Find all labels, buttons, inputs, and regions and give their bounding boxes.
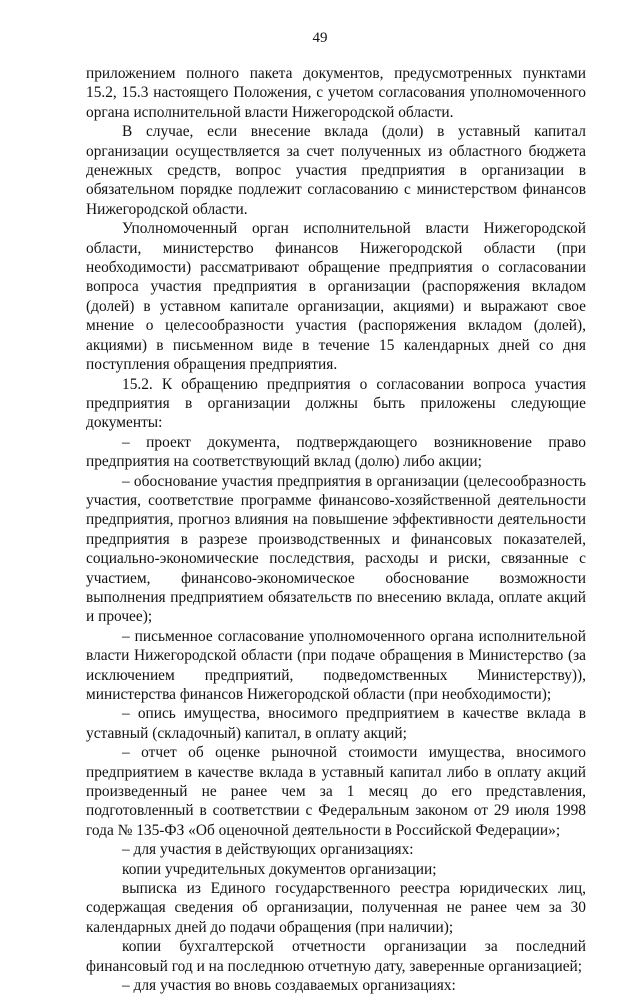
list-item-property-inventory: – опись имущества, вносимого предприятием в качестве вклада в уставный (складочный) капитал, в оплату акций;: [86, 705, 586, 742]
list-heading-existing-orgs: – для участия в действующих организациях:: [122, 841, 414, 859]
list-item-founding-docs: копии учредительных документов организации;: [122, 860, 437, 878]
list-item-justification: – обоснование участия предприятия в организации (целесообразность участия, соответствие программе финансово-хозяйственной деятельности предприятия, прогноз влияния на повышение эффективности деятельности предприятия в разрезе производственных и финансовых показателей, социально-экономические последствия, расходы и риски, связанные с участием, финансово-экономическое обоснование возможности выполнения предприятием обязательств по внесению вклада, оплате акций и прочее);: [86, 472, 586, 626]
paragraph-15-2: 15.2. К обращению предприятия о согласовании вопроса участия предприятия в организации должны быть приложены следующие документы:: [86, 375, 586, 432]
list-item-written-approval: – письменное согласование уполномоченного органа исполнительной власти Нижегородской области (при подаче обращения в Министерство (за исключением предприятий, подведомственных Министерству)), министерства финансов Нижегородской области (при необходимости);: [86, 627, 586, 703]
list-heading-new-orgs: – для участия во вновь создаваемых организациях:: [122, 977, 456, 995]
page-number: 49: [312, 30, 328, 46]
list-item-valuation-report: – отчет об оценке рыночной стоимости имущества, вносимого предприятием в качестве вклада в уставный капитал либо в оплату акций произведенный не ранее чем за 1 месяц до его представления, подготовленный в соответствии с Федеральным законом от 29 июля 1998 года № 135-ФЗ «Об оценочной деятельности в Российской Федерации»;: [86, 744, 586, 839]
list-item-draft-document: – проект документа, подтверждающего возникновение право предприятия на соответствующий вклад (долю) либо акции;: [86, 433, 586, 471]
list-item-egrul-extract: выписка из Единого государственного реестра юридических лиц, содержащая сведения об организации, полученная не ранее чем за 30 календарных дней до подачи обращения (при наличии);: [86, 880, 586, 936]
paragraph-continuation: приложением полного пакета документов, предусмотренных пунктами 15.2, 15.3 настоящего Положения, с учетом согласования уполномоченного органа исполнительной власти Нижегородской области.: [86, 65, 586, 121]
paragraph-authorized-body: Уполномоченный орган исполнительной власти Нижегородской области, министерство финансов Нижегородской области (при необходимости) рассматривают обращение предприятия о согласовании вопроса участия предприятия в организации (распоряжения вкладом (долей) в уставном капитале организации, акциями) и выражают свое мнение о целесообразности участия (распоряжения вкладом (долей), акциями) в письменном виде в течение 15 календарных дней со дня поступления обращения предприятия.: [86, 220, 586, 374]
list-item-accounting-reports: копии бухгалтерской отчетности организации за последний финансовый год и на последнюю отчетную дату, заверенные организацией;: [86, 938, 586, 975]
paragraph-budget-funds: В случае, если внесение вклада (доли) в уставный капитал организации осуществляется за счет полученных из областного бюджета денежных средств, вопрос участия предприятия в организации в обязательном порядке подлежит согласованию с министерством финансов Нижегородской области.: [86, 123, 586, 218]
document-body: [86, 64, 586, 996]
